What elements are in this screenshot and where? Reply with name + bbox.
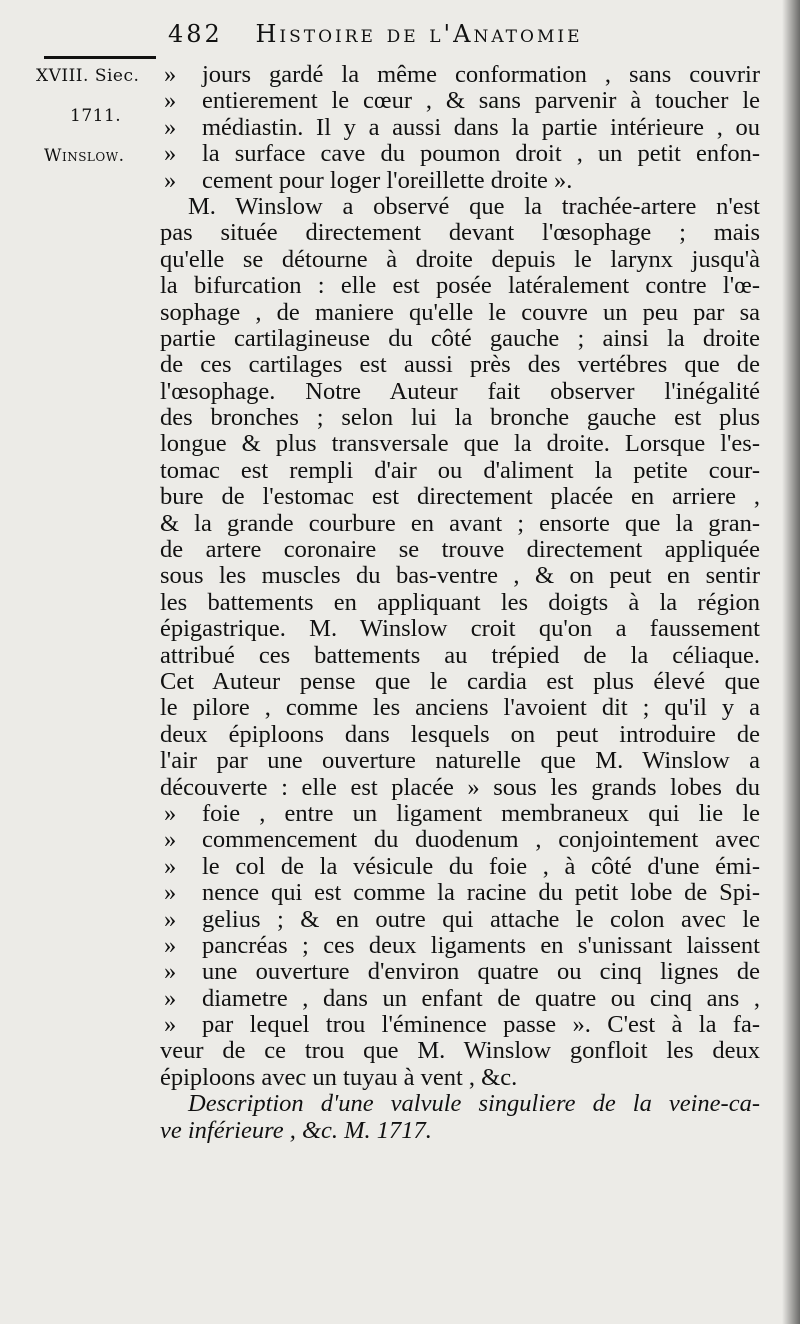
margin-author: Winslow. xyxy=(44,146,125,166)
text-line: de artere coronaire se trouve directement appliquée xyxy=(160,536,760,564)
text-line: ve inférieure , &c. M. 1717. xyxy=(160,1116,432,1144)
text-line: » jours gardé la même conformation , sans couvrir xyxy=(164,61,760,88)
text-line: » diametre , dans un enfant de quatre ou cinq ans , xyxy=(164,984,760,1012)
text-line: partie cartilagineuse du côté gauche ; ainsi la droite xyxy=(160,324,760,352)
running-title: Histoire de l'Anatomie xyxy=(255,20,583,48)
text-line: & la grande courbure en avant ; ensorte que la gran- xyxy=(160,509,760,537)
text-line: attribué ces battements au trépied de la céliaque. xyxy=(160,641,760,669)
text-line: veur de ce trou que M. Winslow gonfloit les deux xyxy=(160,1037,760,1065)
text-line: l'œsophage. Notre Auteur fait observer l'inégalité xyxy=(160,377,760,405)
text-line: pas située directement devant l'œsophage ; mais xyxy=(160,219,760,247)
text-line: Description d'une valvule singuliere de la veine-ca- xyxy=(188,1090,760,1118)
text-line: épigastrique. M. Winslow croit qu'on a faussement xyxy=(160,615,760,643)
text-line: le pilore , comme les anciens l'avoient dit ; qu'il y a xyxy=(160,694,760,722)
text-line: des bronches ; selon lui la bronche gauche est plus xyxy=(160,404,760,432)
text-line: » le col de la vésicule du foie , à côté d'une émi- xyxy=(164,852,760,880)
text-line: découverte : elle est placée » sous les grands lobes du xyxy=(160,773,760,801)
text-line: » pancréas ; ces deux ligaments en s'unissant laissent xyxy=(164,931,760,959)
text-line: l'air par une ouverture naturelle que M. Winslow a xyxy=(160,747,760,775)
text-line: » entierement le cœur , & sans parvenir à toucher le xyxy=(164,87,760,115)
page-number: 482 xyxy=(168,20,223,48)
text-line: Cet Auteur pense que le cardia est plus élevé que xyxy=(160,667,760,695)
text-line: tomac est rempli d'air ou d'aliment la petite cour- xyxy=(160,456,760,484)
text-line: sophage , de maniere qu'elle le couvre un peu par sa xyxy=(160,298,760,326)
text-line: de ces cartilages est aussi près des vertébres que de xyxy=(160,351,760,379)
text-line: » une ouverture d'environ quatre ou cinq lignes de xyxy=(164,958,760,986)
body-text xyxy=(160,62,760,1144)
text-line: qu'elle se détourne à droite depuis le larynx jusqu'à xyxy=(160,245,760,273)
text-line: » cement pour loger l'oreillette droite ». xyxy=(164,166,573,194)
text-line: » la surface cave du poumon droit , un petit enfon- xyxy=(164,140,760,168)
running-header xyxy=(168,20,708,48)
text-line: épiploons avec un tuyau à vent , &c. xyxy=(160,1063,518,1091)
text-line: M. Winslow a observé que la trachée-artere n'est xyxy=(188,192,760,220)
text-line: » par lequel trou l'éminence passe ». C'est à la fa- xyxy=(164,1011,760,1039)
text-line: » commencement du duodenum , conjointement avec xyxy=(164,826,760,854)
text-line: les battements en appliquant les doigts à la région xyxy=(160,588,760,616)
page-edge-shadow xyxy=(782,0,800,1324)
text-line: la bifurcation : elle est posée latéralement contre l'œ- xyxy=(160,272,760,300)
margin-rule xyxy=(44,56,156,59)
margin-year: 1711. xyxy=(70,106,122,126)
text-line: » gelius ; & en outre qui attache le colon avec le xyxy=(164,905,760,933)
text-line: bure de l'estomac est directement placée en arriere , xyxy=(160,483,760,511)
text-line: » médiastin. Il y a aussi dans la partie intérieure , ou xyxy=(164,113,760,141)
text-line: » nence qui est comme la racine du petit lobe de Spi- xyxy=(164,879,760,907)
text-line: » foie , entre un ligament membraneux qui lie le xyxy=(164,799,760,827)
margin-century: XVIII. Siec. xyxy=(36,66,140,86)
text-line: deux épiploons dans lesquels on peut introduire de xyxy=(160,720,760,748)
text-line: longue & plus transversale que la droite. Lorsque l'es- xyxy=(160,430,760,458)
text-line: sous les muscles du bas-ventre , & on peut en sentir xyxy=(160,562,760,590)
